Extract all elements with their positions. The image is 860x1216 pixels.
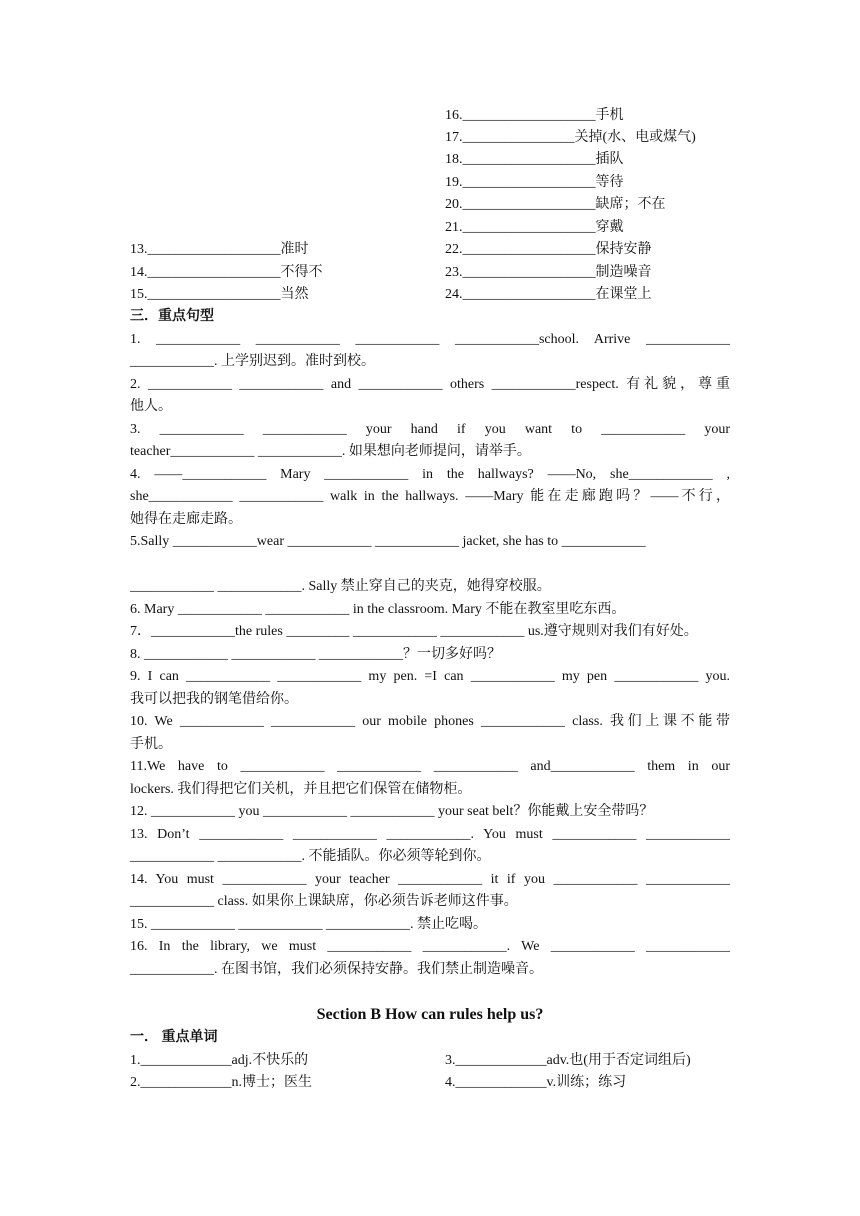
- sentence-line: 7．____________the rules _________ ____________ ____________ us.遵守规则对我们有好处。: [130, 624, 698, 639]
- section-b-title: Section B How can rules help us?: [316, 1006, 544, 1023]
- sentence-line: 2. ____________ ____________ and ____________ others ____________respect. 有礼貌，尊重: [130, 377, 730, 392]
- vocab-item: 1._____________adj.不快乐的: [130, 1053, 309, 1068]
- vocab-item: 23.___________________制造噪音: [445, 265, 652, 280]
- sentence-line: 13. Don’t ____________ ____________ ____________. You must ____________ ____________: [130, 827, 730, 842]
- sentence-line: ____________ ____________. Sally 禁止穿自己的夹克，她得穿校服。: [130, 579, 551, 594]
- sentence-line: 他人。: [130, 399, 172, 414]
- vocab-item: 20.___________________缺席；不在: [445, 197, 666, 212]
- vocab-item: 16.___________________手机: [445, 108, 624, 123]
- sentence-line: lockers. 我们得把它们关机，并且把它们保管在储物柜。: [130, 782, 472, 797]
- vocab-item: 21.___________________穿戴: [445, 220, 624, 235]
- vocab-item: 17.________________关掉(水、电或煤气): [445, 130, 696, 145]
- vocab-item: 15.___________________当然: [130, 287, 309, 302]
- sentence-line: 6. Mary ____________ ____________ in the classroom. Mary 不能在教室里吃东西。: [130, 602, 626, 617]
- vocab-item: 3._____________adv.也(用于否定词组后): [445, 1053, 691, 1068]
- vocab-item: 4._____________v.训练；练习: [445, 1075, 627, 1090]
- sentence-line: 11.We have to ____________ ____________ ____________ and____________ them in our: [130, 759, 730, 774]
- sentence-line: ____________ ____________. 不能插队。你必须等轮到你。: [130, 849, 491, 864]
- vocab-item: 18.___________________插队: [445, 152, 624, 167]
- sentence-line: 4. ——____________ Mary ____________ in the hallways? ——No, she____________ ,: [130, 467, 730, 482]
- vocab-item: 22.___________________保持安静: [445, 242, 652, 257]
- sentence-line: 9. I can ____________ ____________ my pen. =I can ____________ my pen ____________ you.: [130, 669, 730, 684]
- vocab-item: 13.___________________准时: [130, 242, 309, 257]
- sentence-line: 3. ____________ ____________ your hand if you want to ____________ your: [130, 422, 730, 437]
- vocab-item: 24.___________________在课堂上: [445, 287, 652, 302]
- sentence-line: she____________ ____________ walk in the hallways. ——Mary 能在走廊跑吗？——不行，: [130, 489, 730, 504]
- sentence-line: 14. You must ____________ your teacher ____________ it if you ____________ ____________: [130, 872, 730, 887]
- sentence-line: teacher____________ ____________. 如果想向老师提问，请举手。: [130, 444, 531, 459]
- sentence-line: 12. ____________ you ____________ ____________ your seat belt？你能戴上安全带吗？: [130, 804, 654, 819]
- sentence-line: ____________. 上学别迟到。准时到校。: [130, 354, 375, 369]
- sentence-line: 8. ____________ ____________ ____________？一切多好吗？: [130, 647, 501, 662]
- sentence-line: 1. ____________ ____________ ____________ ____________school. Arrive ____________: [130, 332, 730, 347]
- section-heading: 三．重点句型: [130, 309, 214, 324]
- vocab-item: 14.___________________不得不: [130, 265, 323, 280]
- sentence-line: 手机。: [130, 737, 172, 752]
- sentence-line: ____________ class. 如果你上课缺席，你必须告诉老师这件事。: [130, 894, 518, 909]
- vocab-item: 19.___________________等待: [445, 175, 624, 190]
- vocab-item: 2._____________n.博士；医生: [130, 1075, 312, 1090]
- sentence-line: 我可以把我的钢笔借给你。: [130, 692, 298, 707]
- sentence-line: 15. ____________ ____________ ____________. 禁止吃喝。: [130, 917, 487, 932]
- section-heading: 一． 重点单词: [130, 1030, 218, 1045]
- sentence-line: 她得在走廊走路。: [130, 512, 242, 527]
- sentence-line: 10. We ____________ ____________ our mobile phones ____________ class. 我们上课不能带: [130, 714, 730, 729]
- sentence-line: ____________. 在图书馆，我们必须保持安静。我们禁止制造噪音。: [130, 962, 543, 977]
- sentence-line: 16. In the library, we must ____________ ____________. We ____________ ____________: [130, 939, 730, 954]
- sentence-line: 5.Sally ____________wear ____________ ____________ jacket, she has to ____________: [130, 534, 646, 549]
